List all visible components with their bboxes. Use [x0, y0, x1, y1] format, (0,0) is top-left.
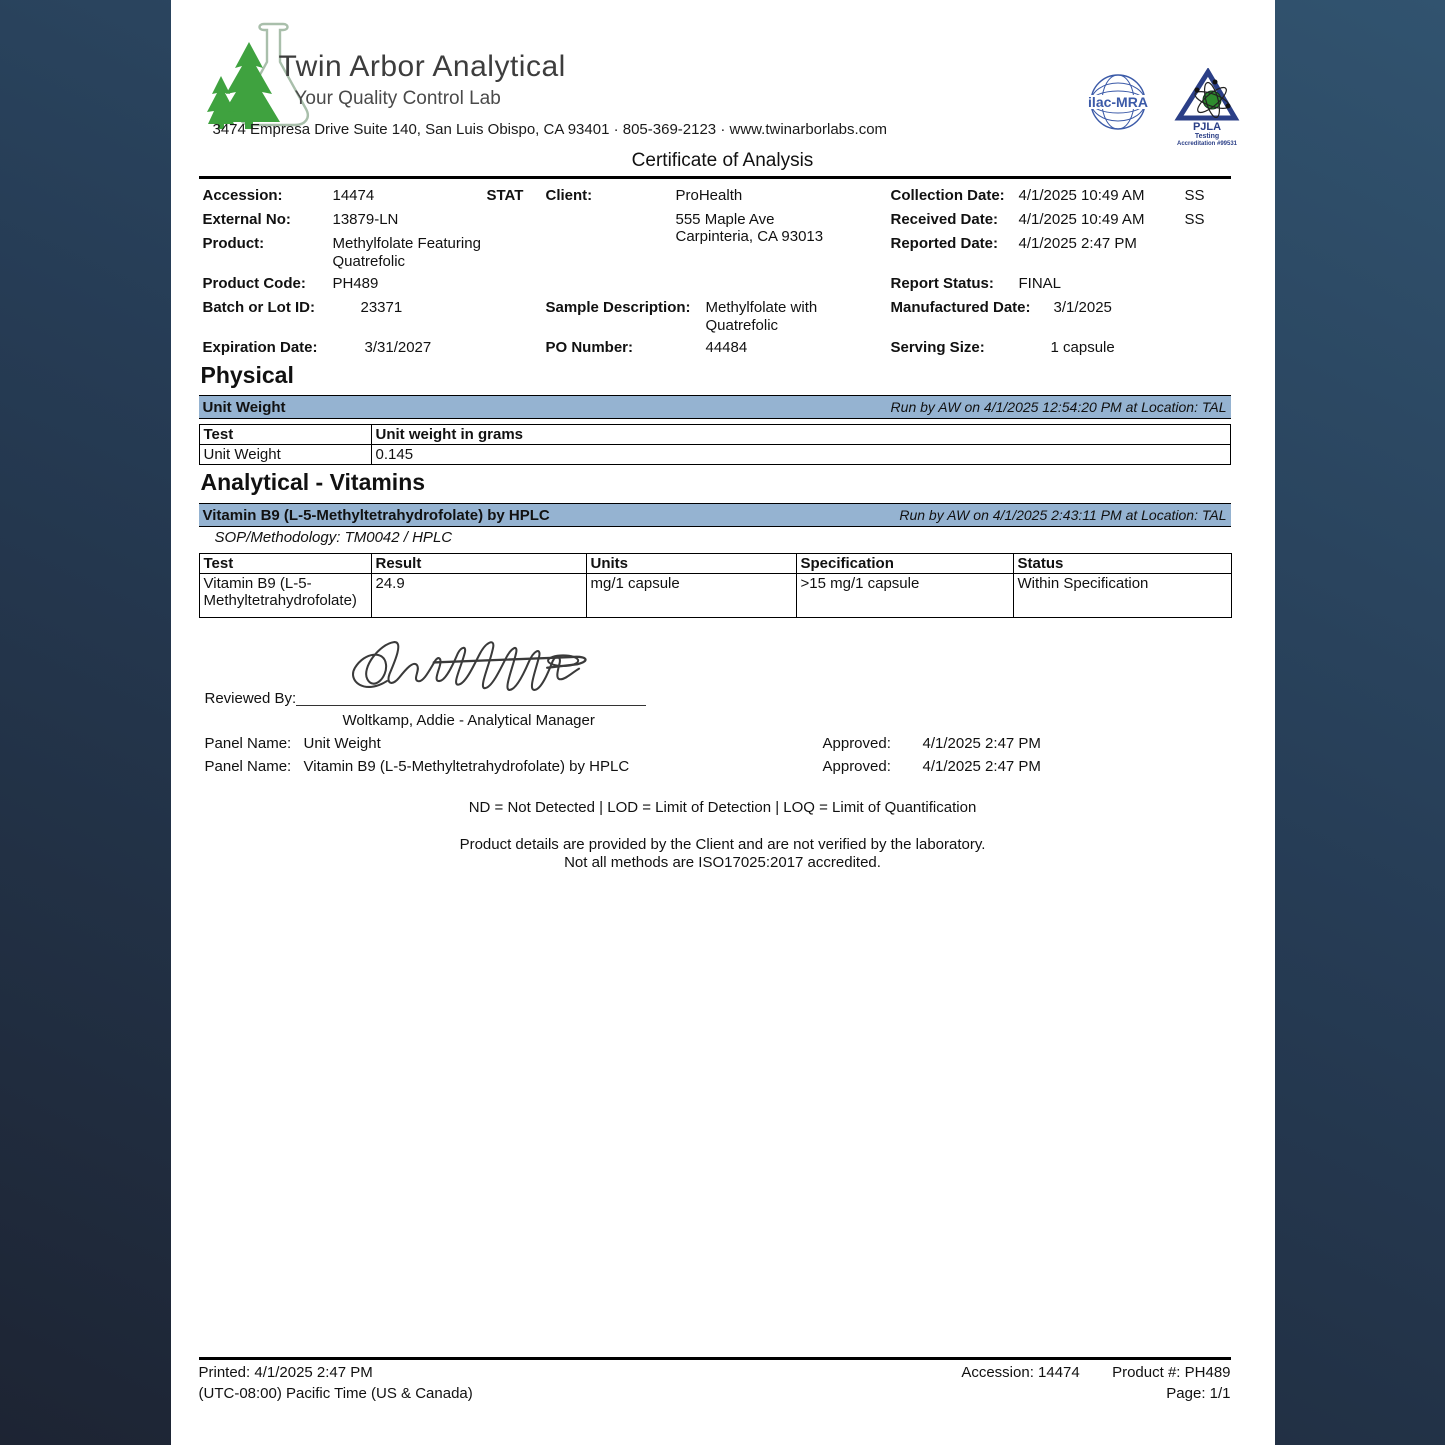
- approved-label: Approved:: [822, 735, 891, 752]
- table-row: [199, 574, 1231, 618]
- approved-date: 4/1/2025 2:47 PM: [922, 735, 1041, 752]
- panel-name-label: Panel Name:: [204, 758, 292, 775]
- table-row: [199, 445, 1230, 465]
- sample-description-label: Sample Description:: [545, 299, 691, 316]
- physical-heading: Physical: [200, 362, 294, 388]
- footer-accession: Accession: 14474: [961, 1364, 1080, 1381]
- pjla-testing: Testing: [1194, 133, 1219, 140]
- col-result: Result: [371, 554, 586, 574]
- approved-label: Approved:: [822, 758, 891, 775]
- abbreviation-legend: ND = Not Detected | LOD = Limit of Detection | LOQ = Limit of Quantification: [468, 799, 977, 816]
- client-label: Client:: [545, 187, 593, 204]
- ilac-mra-text: ilac-MRA: [1087, 94, 1148, 110]
- vitamin-b9-banner-title: Vitamin B9 (L-5-Methyltetrahydrofolate) by HPLC: [202, 506, 550, 524]
- panel-name-label: Panel Name:: [204, 735, 292, 752]
- unit-weight-test-cell: Unit Weight: [199, 445, 371, 465]
- received-date-value: 4/1/2025 10:49 AM: [1018, 211, 1145, 228]
- footer-ids: [961, 1364, 1230, 1381]
- document-title: Certificate of Analysis: [631, 150, 814, 171]
- b9-result-cell: 24.9: [371, 574, 586, 618]
- certificate-page: [171, 0, 1275, 1445]
- collection-initials: SS: [1184, 187, 1205, 204]
- client-address-line2: Carpinteria, CA 93013: [675, 228, 824, 245]
- manufactured-date-value: 3/1/2025: [1053, 299, 1112, 316]
- unit-weight-banner: [199, 395, 1231, 419]
- report-status-value: FINAL: [1018, 275, 1062, 292]
- footer-product-no: Product #: PH489: [1112, 1364, 1231, 1381]
- table-header-row: [199, 425, 1230, 445]
- unit-weight-col-test: Test: [199, 425, 371, 445]
- unit-weight-table: [199, 424, 1231, 465]
- pjla-name: PJLA: [1192, 121, 1221, 133]
- reported-date-label: Reported Date:: [890, 235, 999, 252]
- external-no-label: External No:: [202, 211, 291, 228]
- disclaimer-line2: Not all methods are ISO17025:2017 accredited.: [564, 854, 881, 871]
- batch-value: 23371: [360, 299, 403, 316]
- b9-spec-cell: >15 mg/1 capsule: [796, 574, 1013, 618]
- sample-description-line1: Methylfolate with: [705, 299, 818, 316]
- unit-weight-value-cell: 0.145: [371, 445, 1230, 465]
- reviewed-by-label: Reviewed By:: [204, 690, 297, 707]
- reviewer-name-title: Woltkamp, Addie - Analytical Manager: [342, 712, 595, 729]
- company-tagline: Your Quality Control Lab: [294, 88, 501, 109]
- vitamin-b9-banner: [199, 503, 1231, 527]
- pjla-logo-icon: [1171, 68, 1241, 151]
- received-date-label: Received Date:: [890, 211, 999, 228]
- product-code-label: Product Code:: [202, 275, 306, 292]
- report-status-label: Report Status:: [890, 275, 994, 292]
- serving-size-label: Serving Size:: [890, 339, 985, 356]
- company-name: Twin Arbor Analytical: [278, 50, 566, 83]
- b9-status-cell: Within Specification: [1013, 574, 1231, 618]
- vitamin-b9-table: [199, 553, 1232, 618]
- product-value-line2: Quatrefolic: [332, 253, 406, 270]
- col-test: Test: [199, 554, 371, 574]
- b9-units-cell: mg/1 capsule: [586, 574, 796, 618]
- expiration-label: Expiration Date:: [202, 339, 318, 356]
- sample-info-block: [199, 180, 1231, 378]
- unit-weight-run-by: Run by AW on 4/1/2025 12:54:20 PM at Location: TAL: [890, 399, 1227, 415]
- collection-date-label: Collection Date:: [890, 187, 1005, 204]
- printed-date: Printed: 4/1/2025 2:47 PM: [198, 1364, 373, 1381]
- reported-date-value: 4/1/2025 2:47 PM: [1018, 235, 1137, 252]
- po-number-label: PO Number:: [545, 339, 634, 356]
- ilac-mra-logo-icon: [1087, 73, 1151, 138]
- sop-methodology: SOP/Methodology: TM0042 / HPLC: [214, 529, 453, 546]
- col-specification: Specification: [796, 554, 1013, 574]
- table-header-row: [199, 554, 1231, 574]
- received-initials: SS: [1184, 211, 1205, 228]
- po-number-value: 44484: [705, 339, 748, 356]
- expiration-value: 3/31/2027: [364, 339, 432, 356]
- footer-page: Page: 1/1: [1166, 1385, 1231, 1402]
- product-label: Product:: [202, 235, 265, 252]
- vitamin-b9-run-by: Run by AW on 4/1/2025 2:43:11 PM at Location: TAL: [899, 507, 1227, 523]
- client-name: ProHealth: [675, 187, 743, 204]
- serving-size-value: 1 capsule: [1050, 339, 1115, 356]
- title-divider: [199, 176, 1231, 179]
- collection-date-value: 4/1/2025 10:49 AM: [1018, 187, 1145, 204]
- client-address-line1: 555 Maple Ave: [675, 211, 775, 228]
- accession-value: 14474: [332, 187, 375, 204]
- panel-name-value: Unit Weight: [303, 735, 381, 752]
- footer-divider: [199, 1357, 1231, 1360]
- batch-label: Batch or Lot ID:: [202, 299, 315, 316]
- unit-weight-banner-title: Unit Weight: [202, 398, 286, 416]
- product-value-line1: Methylfolate Featuring: [332, 235, 481, 252]
- external-no-value: 13879-LN: [332, 211, 399, 228]
- manufactured-date-label: Manufactured Date:: [890, 299, 1031, 316]
- company-address: 3474 Empresa Drive Suite 140, San Luis Obispo, CA 93401 · 805-369-2123 · www.twinarborlabs.com: [212, 121, 888, 138]
- stat-flag: STAT: [486, 187, 524, 204]
- disclaimer-line1: Product details are provided by the Client and are not verified by the laboratory.: [459, 836, 986, 853]
- timezone: (UTC-08:00) Pacific Time (US & Canada): [198, 1385, 473, 1402]
- vitamins-heading: Analytical - Vitamins: [200, 469, 426, 495]
- sample-description-line2: Quatrefolic: [705, 317, 779, 334]
- accession-label: Accession:: [202, 187, 283, 204]
- unit-weight-col-grams: Unit weight in grams: [371, 425, 1230, 445]
- col-status: Status: [1013, 554, 1231, 574]
- col-units: Units: [586, 554, 796, 574]
- signature-line: [296, 687, 646, 706]
- pjla-accreditation: Accreditation #99531: [1176, 141, 1237, 146]
- approved-date: 4/1/2025 2:47 PM: [922, 758, 1041, 775]
- b9-test-cell: Vitamin B9 (L-5-Methyltetrahydrofolate): [199, 574, 371, 618]
- panel-name-value: Vitamin B9 (L-5-Methyltetrahydrofolate) by HPLC: [303, 758, 630, 775]
- product-code-value: PH489: [332, 275, 379, 292]
